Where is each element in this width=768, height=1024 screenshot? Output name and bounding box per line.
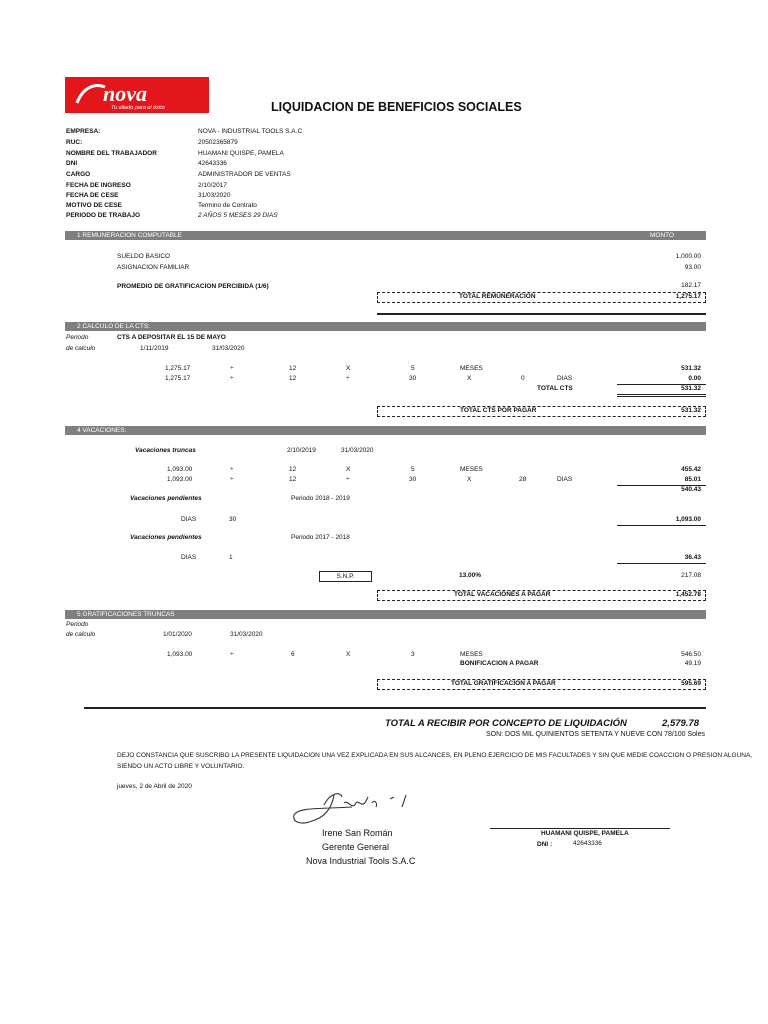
vac-pendientes-2-value: 36.43: [684, 554, 701, 561]
divider: [617, 394, 706, 395]
vac-pendientes-2-periodo: Periodo 2017 - 2018: [291, 534, 350, 541]
total-liquidacion-value: 2,579.78: [662, 718, 699, 729]
section-vacaciones-header: [65, 426, 706, 435]
grat-end-date: 31/03/2020: [230, 631, 263, 638]
total-cts-label: TOTAL CTS: [537, 385, 573, 392]
document-title: LIQUIDACION DE BENEFICIOS SOCIALES: [271, 100, 522, 114]
cts-start-date: 1/11/2019: [140, 345, 169, 352]
manager-company: Nova Industrial Tools S.A.C: [306, 856, 416, 866]
worker-dni-label: DNI :: [537, 841, 553, 848]
manager-name: Irene San Román: [322, 828, 393, 838]
dni-value: 42643336: [198, 160, 227, 167]
monto-column-label: MONTO: [650, 232, 675, 239]
declaracion-2: SIENDO UN ACTO LIBRE Y VOLUNTARIO.: [117, 763, 245, 770]
vac-pendientes-1-label: Vacaciones pendientes: [130, 495, 202, 502]
section-title: 1 REMUNERACION COMPUTABLE: [77, 232, 182, 239]
section-cts-header: [65, 322, 706, 331]
ruc-label: RUC:: [66, 139, 83, 146]
section-title: 5 GRATIFICACIONES TRUNCAS: [77, 611, 175, 618]
motivo-label: MOTIVO DE CESE: [66, 202, 122, 209]
ingreso-label: FECHA DE INGRESO: [66, 182, 131, 189]
total-vacaciones-value: 1,452.78: [675, 591, 701, 598]
vac-pendientes-1-periodo: Periodo 2018 - 2019: [291, 495, 350, 502]
ingreso-value: 2/10/2017: [198, 182, 227, 189]
svg-text:Tu aliado para el éxito: Tu aliado para el éxito: [111, 105, 165, 111]
total-cts-pagar-value: 531.32: [681, 407, 701, 414]
vac-start-date: 2/10/2019: [287, 447, 316, 454]
worker-dni-value: 42643336: [573, 840, 602, 847]
divider: [377, 313, 706, 315]
periodo-value: 2 AÑOS 5 MESES 29 DIAS: [198, 212, 278, 219]
manager-role: Gerente General: [322, 842, 390, 852]
snp-percent: 13.00%: [459, 572, 482, 579]
promedio-value: 182.17: [681, 282, 701, 289]
cargo-label: CARGO: [66, 171, 91, 178]
periodo-text: Periodo: [66, 621, 89, 628]
total-remuneracion-value: 1,275.17: [675, 293, 701, 300]
sueldo-label: SUELDO BASICO: [117, 253, 171, 260]
asignacion-label: ASIGNACION FAMILIAR: [117, 264, 190, 271]
svg-text:nova: nova: [103, 81, 147, 106]
company-logo: [65, 77, 209, 113]
promedio-label: PROMEDIO DE GRATIFICACION PERCIBIDA (1/6): [117, 283, 269, 290]
vac-pendientes-1-value: 1,093.00: [675, 516, 701, 523]
fecha-documento: jueves, 2 de Abril de 2020: [117, 783, 192, 790]
cese-value: 31/03/2020: [198, 192, 231, 199]
divider: [84, 707, 706, 709]
dias-value: 1: [229, 554, 233, 561]
total-cts-value: 531.32: [681, 385, 701, 392]
periodo-label: PERIODO DE TRABAJO: [66, 212, 141, 219]
divider: [617, 525, 706, 526]
divider: [617, 396, 706, 397]
signature-line: [490, 828, 670, 829]
divider: [617, 563, 706, 564]
empresa-label: EMPRESA:: [66, 128, 101, 135]
nombre-label: NOMBRE DEL TRABAJADOR: [66, 150, 157, 157]
dias-label: DIAS: [181, 554, 197, 561]
calculo-text: de calculo: [66, 631, 96, 638]
total-vacaciones-label: TOTAL VACACIONES A PAGAR: [454, 591, 551, 598]
cese-label: FECHA DE CESE: [66, 192, 119, 199]
asignacion-value: 93.00: [684, 264, 701, 271]
vac-pendientes-2-label: Vacaciones pendientes: [130, 534, 202, 541]
cargo-value: ADMINISTRADOR DE VENTAS: [198, 171, 291, 178]
total-en-letras: SON: DOS MIL QUINIENTOS SETENTA Y NUEVE CON 78/100 Soles: [485, 731, 705, 738]
section-gratificaciones-header: [65, 610, 706, 619]
motivo-value: Termino de Contrato: [198, 202, 257, 209]
dias-label: DIAS: [181, 516, 197, 523]
declaracion: DEJO CONSTANCIA QUE SUSCRIBO LA PRESENTE LIQUIDACION UNA VEZ EXPLICADA EN SUS ALCANCES, EN PLENO EJERCICIO DE MIS FACULTADES Y SIN QUE MEDIE COACCION O PRESION ALGUNA,: [117, 752, 753, 759]
worker-name: HUAMANI QUISPE, PAMELA: [541, 830, 629, 837]
bonificacion-label: BONIFICACION A PAGAR: [460, 660, 539, 667]
periodo-text: Periodo: [66, 334, 89, 341]
total-remuneracion-box: [377, 292, 706, 303]
section-remuneracion-header: [65, 231, 706, 240]
sueldo-value: 1,000.00: [675, 253, 701, 260]
total-cts-pagar-box: [377, 406, 706, 417]
total-liquidacion-label: TOTAL A RECIBIR POR CONCEPTO DE LIQUIDACIÓN: [385, 718, 627, 729]
total-gratificacion-label: TOTAL GRATIFICACION A PAGAR: [451, 680, 556, 687]
snp-value: 217.08: [681, 572, 701, 579]
vac-subtotal: 540.43: [681, 486, 701, 493]
cts-end-date: 31/03/2020: [212, 345, 245, 352]
total-cts-pagar-label: TOTAL CTS POR PAGAR: [460, 407, 537, 414]
vac-end-date: 31/03/2020: [341, 447, 374, 454]
total-gratificacion-value: 595.69: [681, 680, 701, 687]
nombre-value: HUAMANI QUISPE, PAMELA: [198, 150, 284, 157]
grat-start-date: 1/01/2020: [163, 631, 192, 638]
vacaciones-truncas-label: Vacaciones truncas: [135, 447, 196, 454]
section-title: 4 VACACIONES:: [77, 427, 127, 434]
dias-value: 30: [229, 516, 237, 523]
empresa-value: NOVA - INDUSTRIAL TOOLS S.A.C: [198, 128, 303, 135]
ruc-value: 20502365879: [198, 139, 238, 146]
calculo-text: de calculo: [66, 345, 96, 352]
snp-box: [319, 571, 372, 582]
dni-label: DNI: [66, 160, 78, 167]
bonificacion-value: 49.19: [684, 660, 701, 667]
total-remuneracion-label: TOTAL REMUNERACION: [459, 293, 536, 300]
snp-label: S.N.P.: [336, 573, 355, 580]
cts-title: CTS A DEPOSITAR EL 15 DE MAYO: [117, 334, 226, 341]
section-title: 2 CALCULO DE LA CTS:: [77, 323, 150, 330]
